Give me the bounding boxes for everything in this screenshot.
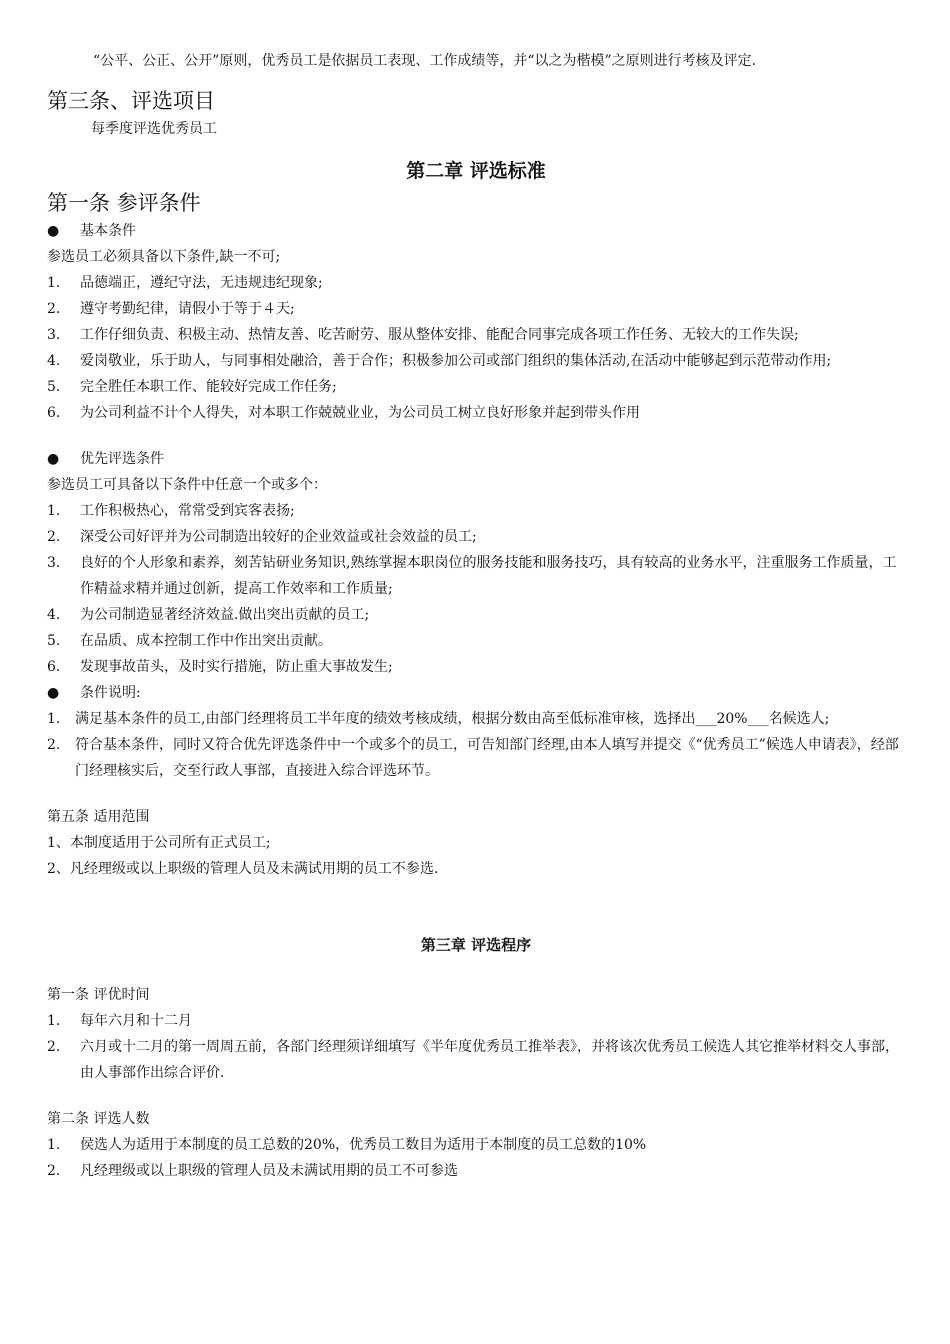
list-item xyxy=(47,322,905,348)
basic-conditions-intro: 参选员工必须具备以下条件,缺一不可; xyxy=(47,249,281,265)
priority-conditions-heading xyxy=(47,446,905,472)
list-item xyxy=(47,602,905,628)
article3-text: 每季度评选优秀员工 xyxy=(91,121,217,137)
item-text: 在品质、成本控制工作中作出突出贡献。 xyxy=(80,633,332,649)
item-number: 2. xyxy=(47,529,61,545)
item-text: 发现事故苗头，及时实行措施，防止重大事故发生; xyxy=(80,659,393,675)
item-number: 3. xyxy=(47,327,61,343)
item-text: 品德端正，遵纪守法，无违规违纪现象; xyxy=(80,275,323,291)
article3-title: 第三条、评选项目 xyxy=(47,89,215,113)
ch3-article2-title: 第二条 评选人数 xyxy=(47,1111,150,1127)
list-item xyxy=(47,524,905,550)
notes-heading xyxy=(47,680,905,706)
priority-conditions-label: 优先评选条件 xyxy=(80,451,164,467)
list-item xyxy=(47,270,905,296)
item-number: 6. xyxy=(47,405,61,421)
item-text: 为公司制造显著经济效益.做出突出贡献的员工; xyxy=(80,607,370,623)
item-text: 凡经理级或以上职级的管理人员及未满试用期的员工不可参选 xyxy=(80,1163,458,1179)
item-text: 符合基本条件，同时又符合优先评选条件中一个或多个的员工，可告知部门经理,由本人填写并提交《“优秀员工”候选人申请表》，经部门经理核实后，交至行政人事部，直接进入综合评选环节。 xyxy=(75,737,899,779)
basic-conditions-label: 基本条件 xyxy=(80,223,136,239)
list-item xyxy=(47,348,905,374)
item-number: 3. xyxy=(47,555,61,571)
item-number: 1. xyxy=(47,1137,61,1153)
ch3-article1-title: 第一条 评优时间 xyxy=(47,987,150,1003)
item-text: 工作积极热心，常常受到宾客表扬; xyxy=(80,503,295,519)
article5-line: 1、本制度适用于公司所有正式员工; xyxy=(47,835,271,851)
ch3-article2-list xyxy=(47,1132,905,1184)
bullet-icon: ● xyxy=(47,685,60,701)
article5-title: 第五条 适用范围 xyxy=(47,809,150,825)
item-number: 5. xyxy=(47,633,61,649)
notes-label: 条件说明: xyxy=(80,685,141,701)
chapter3-title: 第三章 评选程序 xyxy=(420,936,532,954)
item-text: 满足基本条件的员工,由部门经理将员工半年度的绩效考核成绩，根据分数由高至低标准审核，选择出___20%___名候选人; xyxy=(75,711,830,727)
item-text: 为公司利益不计个人得失，对本职工作兢兢业业，为公司员工树立良好形象并起到带头作用 xyxy=(80,405,640,421)
item-text: 良好的个人形象和素养，刻苦钻研业务知识,熟练掌握本职岗位的服务技能和服务技巧，具有较高的业务水平，注重服务工作质量，工作精益求精并通过创新，提高工作效率和工作质量; xyxy=(80,555,897,597)
notes-list xyxy=(47,706,905,784)
basic-conditions-heading xyxy=(47,218,905,244)
item-number: 1. xyxy=(47,1013,61,1029)
article1-title: 第一条 参评条件 xyxy=(47,191,201,215)
item-number: 2. xyxy=(47,1163,61,1179)
ch3-article1-list xyxy=(47,1008,905,1086)
bullet-icon: ● xyxy=(47,451,60,467)
chapter2-title: 第二章 评选标准 xyxy=(406,160,546,182)
item-text: 工作仔细负责、积极主动、热情友善、吃苦耐劳、服从整体安排、能配合同事完成各项工作任务、无较大的工作失误; xyxy=(80,327,799,343)
item-text: 遵守考勤纪律，请假小于等于４天; xyxy=(80,301,295,317)
item-number: 4. xyxy=(47,353,61,369)
list-item xyxy=(47,550,905,602)
item-text: 爱岗敬业，乐于助人，与同事相处融洽，善于合作；积极参加公司或部门组织的集体活动,在活动中能够起到示范带动作用; xyxy=(80,353,832,369)
intro-paragraph: “公平、公正、公开”原则，优秀员工是依据员工表现、工作成绩等，并“以之为楷模”之原则进行考核及评定. xyxy=(93,53,757,69)
item-number: 1. xyxy=(47,711,61,727)
item-number: 5. xyxy=(47,379,61,395)
item-text: 深受公司好评并为公司制造出较好的企业效益或社会效益的员工; xyxy=(80,529,477,545)
item-number: 2. xyxy=(47,301,61,317)
priority-conditions-list xyxy=(47,498,905,680)
document-page xyxy=(47,48,905,1184)
list-item xyxy=(47,654,905,680)
list-item xyxy=(47,1132,905,1158)
list-item xyxy=(47,732,905,784)
list-item xyxy=(47,1158,905,1184)
item-text: 侯选人为适用于本制度的员工总数的20%，优秀员工数目为适用于本制度的员工总数的10% xyxy=(80,1137,647,1153)
list-item xyxy=(47,498,905,524)
list-item xyxy=(47,1008,905,1034)
item-number: 1. xyxy=(47,503,61,519)
list-item xyxy=(47,296,905,322)
article5-line: 2、凡经理级或以上职级的管理人员及未满试用期的员工不参选. xyxy=(47,861,439,877)
list-item xyxy=(47,628,905,654)
item-number: 4. xyxy=(47,607,61,623)
list-item xyxy=(47,706,905,732)
basic-conditions-list xyxy=(47,270,905,426)
bullet-icon: ● xyxy=(47,223,60,239)
item-text: 六月或十二月的第一周周五前，各部门经理须详细填写《半年度优秀员工推举表》，并将该次优秀员工候选人其它推举材料交人事部，由人事部作出综合评价. xyxy=(80,1039,899,1081)
list-item xyxy=(47,1034,905,1086)
item-text: 完全胜任本职工作、能较好完成工作任务; xyxy=(80,379,337,395)
item-text: 每年六月和十二月 xyxy=(80,1013,192,1029)
item-number: 6. xyxy=(47,659,61,675)
list-item xyxy=(47,400,905,426)
priority-conditions-intro: 参选员工可具备以下条件中任意一个或多个： xyxy=(47,477,327,493)
item-number: 2. xyxy=(47,737,61,753)
list-item xyxy=(47,374,905,400)
item-number: 2. xyxy=(47,1039,61,1055)
item-number: 1. xyxy=(47,275,61,291)
